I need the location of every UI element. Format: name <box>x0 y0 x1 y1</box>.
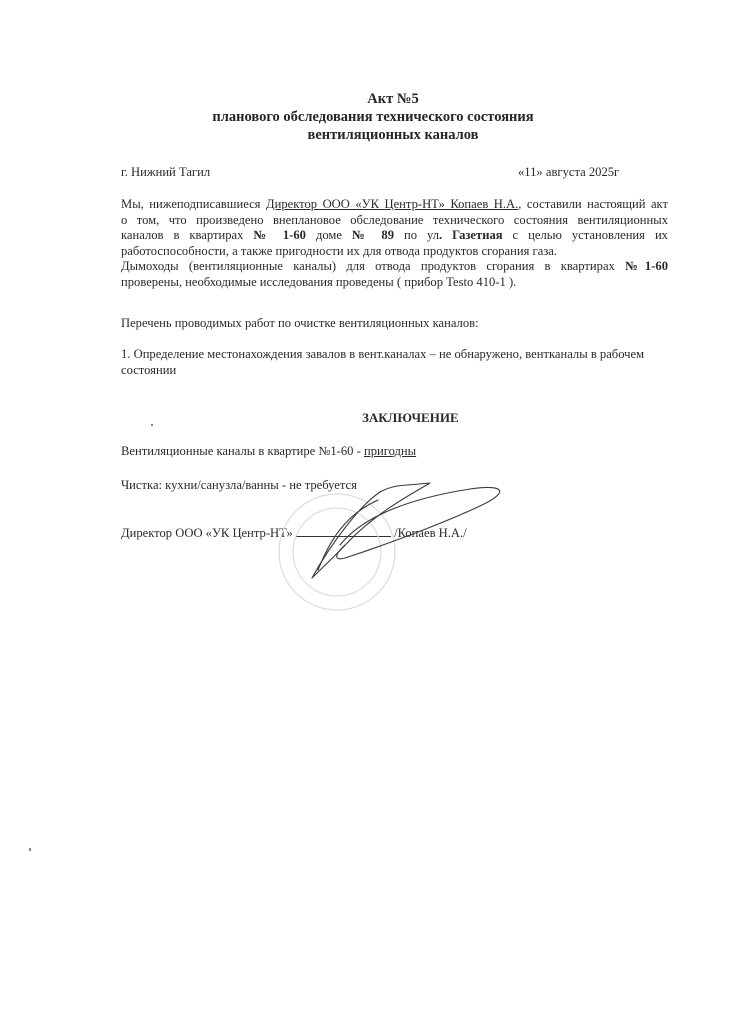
document-subtitle-line1: планового обследования технического состояния <box>212 109 534 125</box>
speck-mark <box>29 848 31 851</box>
signature-position: Директор ООО «УК Центр-НТ» <box>121 526 293 540</box>
house-number: № 89 <box>351 228 395 242</box>
chimney-apartments: №1-60 <box>625 259 669 273</box>
document-title: Акт №5 <box>367 91 419 107</box>
apartments: № 1-60 <box>253 228 306 242</box>
signature-icon <box>312 483 500 578</box>
work-item-1-cont: состоянии <box>121 363 177 377</box>
intro-text: Мы, нижеподписавшиеся <box>121 197 266 211</box>
chimney-row-2: проверены, необходимые исследования проведены ( прибор Testo 410-1 ). <box>121 274 517 289</box>
street: . Газетная <box>439 228 503 242</box>
date: «11» августа 2025г <box>518 165 620 179</box>
chimney-text: Дымоходы (вентиляционные каналы) для отвода продуктов сгорания в квартирах <box>121 259 626 273</box>
speck-mark <box>151 424 153 426</box>
conclusion-line-2: Чистка: кухни/санузла/ванны - не требуется <box>121 478 357 492</box>
stamp-icon <box>279 494 395 610</box>
intro-row-2: о том, что произведено внеплановое обследование технического состояния вентиляционных <box>121 212 668 227</box>
intro-text: по ул <box>394 228 440 242</box>
work-item-1: 1. Определение местонахождения завалов в вент.каналах – не обнаружено, вентканалы в рабочем <box>121 347 645 361</box>
signatory: Директор ООО «УК Центр-НТ» Копаев Н.А. <box>265 197 519 211</box>
intro-text: каналов в квартирах <box>121 228 254 242</box>
conclusion-verdict: пригодны <box>363 444 417 458</box>
works-heading: Перечень проводимых работ по очистке вентиляционных каналов: <box>121 316 479 330</box>
intro-text: , составили настоящий акт <box>518 197 668 211</box>
document-subtitle-line2: вентиляционных каналов <box>307 127 479 143</box>
intro-text: доме <box>305 228 352 242</box>
place: г. Нижний Тагил <box>121 165 211 179</box>
conclusion-heading: ЗАКЛЮЧЕНИЕ <box>362 410 459 425</box>
intro-text: с целью установления их <box>502 228 668 242</box>
intro-row-4: работоспособности, а также пригодности их для отвода продуктов сгорания газа. <box>121 243 558 258</box>
signature-name: /Копаев Н.А./ <box>394 526 467 540</box>
conclusion-text: Вентиляционные каналы в квартире №1-60 - <box>121 444 364 458</box>
